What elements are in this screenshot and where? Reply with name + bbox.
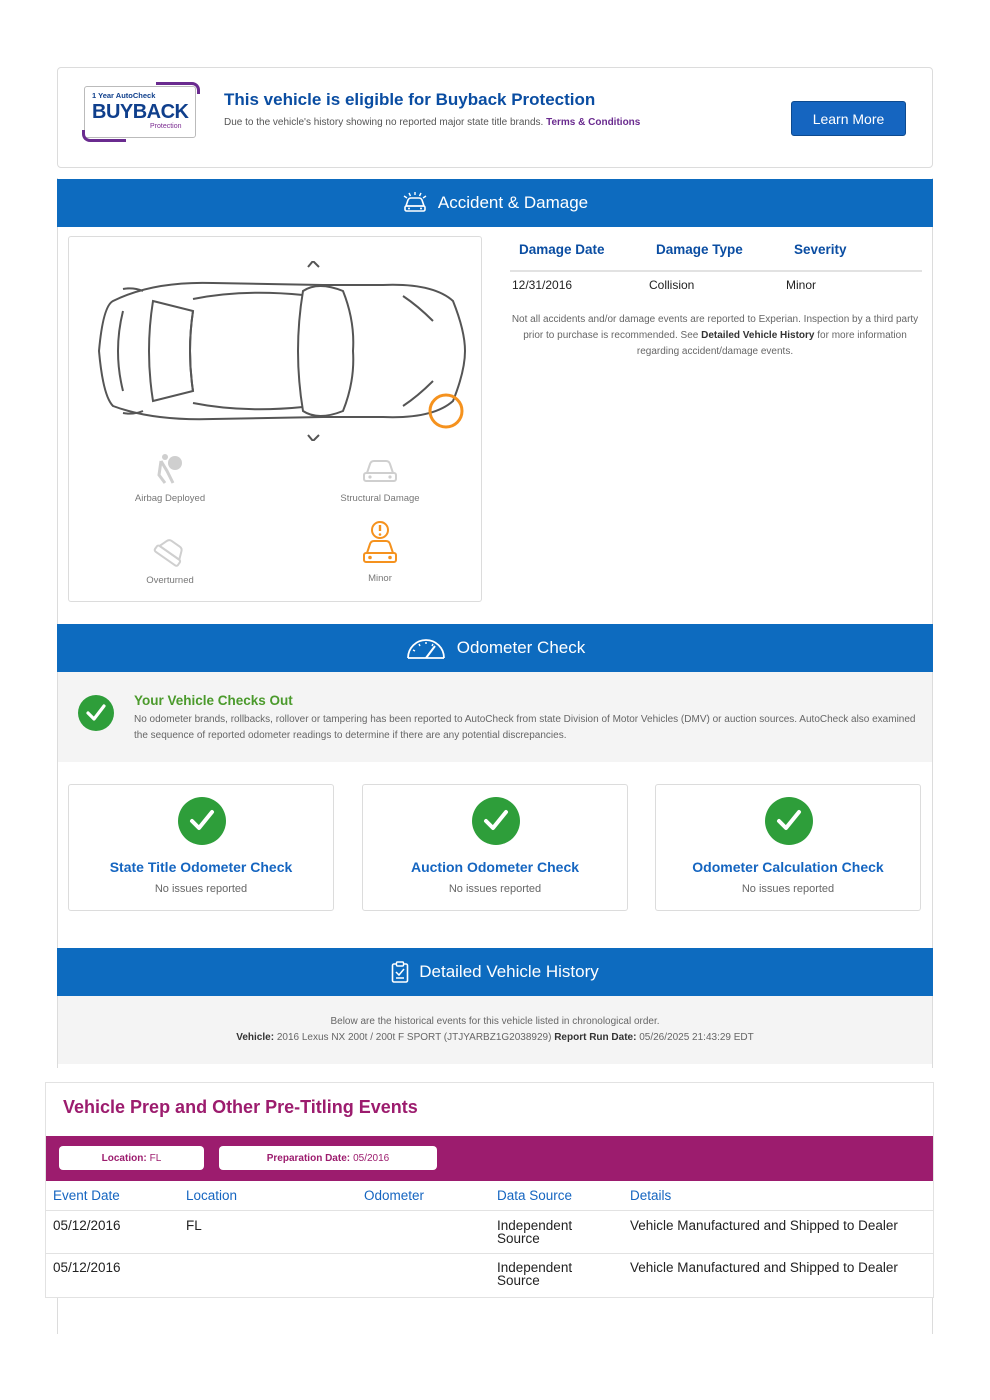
col-odometer: Odometer bbox=[364, 1188, 425, 1203]
severity-cell: Minor bbox=[786, 278, 817, 292]
event-date-cell: 05/12/2016 bbox=[53, 1260, 121, 1275]
event-date-cell: 05/12/2016 bbox=[53, 1218, 121, 1233]
car-crash-icon bbox=[402, 192, 428, 214]
col-damage-date: Damage Date bbox=[519, 242, 605, 257]
minor-label: Minor bbox=[368, 573, 392, 584]
table-row-divider bbox=[46, 1253, 933, 1254]
car-diagram bbox=[93, 261, 473, 441]
col-damage-type: Damage Type bbox=[656, 242, 743, 257]
history-vehicle-line bbox=[58, 1030, 932, 1046]
check-status: No issues reported bbox=[154, 883, 248, 895]
vehicle-label: Vehicle: bbox=[236, 1032, 275, 1043]
buyback-subtitle-text: Due to the vehicle's history showing no reported major state title brands. bbox=[224, 117, 544, 128]
odometer-summary-text: No odometer brands, rollbacks, rollover or tampering has been reported to AutoCheck from state Division of Motor Vehicles (DMV) or auction sources. AutoCheck also examined the sequence of reported odometer readings to determine if there are any potential discrepancies. bbox=[134, 714, 916, 741]
speedometer-icon bbox=[405, 636, 447, 660]
terms-conditions-link[interactable]: Terms & Conditions bbox=[546, 117, 641, 128]
damage-type-cell: Collision bbox=[649, 278, 695, 292]
learn-more-button[interactable]: Learn More bbox=[791, 101, 906, 136]
history-info bbox=[58, 996, 932, 1064]
col-location: Location bbox=[186, 1188, 238, 1203]
table-header-divider bbox=[46, 1210, 933, 1211]
run-date-value: 05/26/2025 21:43:29 EDT bbox=[639, 1032, 754, 1043]
check-status: No issues reported bbox=[448, 883, 542, 895]
run-date-label: Report Run Date: bbox=[554, 1032, 637, 1043]
detailed-history-link[interactable]: Detailed Vehicle History bbox=[701, 330, 815, 341]
minor-damage-icon bbox=[360, 521, 400, 567]
detailed-history-header bbox=[57, 948, 933, 996]
structural-label: Structural Damage bbox=[340, 493, 420, 504]
buyback-logo bbox=[84, 82, 198, 142]
calculation-check-card bbox=[655, 784, 921, 911]
damage-note-a: Not all accidents and/or damage events are reported to Experian. Inspection by a third party prior to purchase is recommended. See bbox=[511, 314, 919, 341]
location-pill-label: Location: bbox=[101, 1152, 147, 1164]
damage-disclaimer bbox=[508, 312, 922, 360]
data-source-line-1: Independent bbox=[497, 1218, 573, 1233]
logo-buyback-text: BUYBACK bbox=[92, 101, 189, 123]
airbag-icon bbox=[153, 451, 187, 487]
details-cell: Vehicle Manufactured and Shipped to Dealer bbox=[630, 1218, 898, 1233]
col-severity: Severity bbox=[794, 242, 847, 257]
buyback-title: This vehicle is eligible for Buyback Protection bbox=[224, 90, 596, 109]
vehicle-value: 2016 Lexus NX 200t / 200t F SPORT (JTJYARBZ1G2038929) bbox=[276, 1032, 552, 1043]
check-circle-icon bbox=[78, 695, 114, 731]
check-title: Odometer Calculation Check bbox=[692, 859, 884, 875]
data-source-line-2: Source bbox=[497, 1231, 540, 1246]
damage-date-cell: 12/31/2016 bbox=[512, 278, 573, 292]
overturned-label: Overturned bbox=[146, 575, 194, 586]
data-source-cell bbox=[497, 1261, 572, 1287]
structural-item bbox=[315, 455, 445, 504]
location-pill-value: FL bbox=[149, 1152, 162, 1164]
prep-date-value: 05/2016 bbox=[353, 1152, 390, 1164]
col-data-source: Data Source bbox=[497, 1188, 573, 1203]
check-circle-icon bbox=[472, 797, 520, 845]
odometer-check-header bbox=[57, 624, 933, 672]
airbag-label: Airbag Deployed bbox=[134, 493, 206, 504]
location-pill bbox=[59, 1146, 204, 1170]
damage-table-divider bbox=[510, 270, 922, 272]
odometer-check-title: Odometer Check bbox=[456, 638, 586, 657]
history-intro: Below are the historical events for this vehicle listed in chronological order. bbox=[330, 1016, 660, 1027]
buyback-card bbox=[57, 67, 933, 168]
prep-date-label: Preparation Date: bbox=[266, 1152, 351, 1164]
data-source-cell bbox=[497, 1219, 572, 1245]
overturned-icon bbox=[152, 535, 188, 569]
data-source-line-2: Source bbox=[497, 1273, 540, 1288]
location-cell: FL bbox=[186, 1218, 202, 1233]
pretitle-heading: Vehicle Prep and Other Pre-Titling Events bbox=[63, 1097, 418, 1117]
minor-item bbox=[315, 521, 445, 584]
odometer-summary-title: Your Vehicle Checks Out bbox=[134, 693, 293, 708]
overturned-item bbox=[105, 535, 235, 586]
odometer-summary bbox=[58, 672, 932, 762]
detailed-history-title: Detailed Vehicle History bbox=[419, 962, 599, 981]
state-title-check-card bbox=[68, 784, 334, 911]
damage-diagram-box bbox=[68, 236, 482, 602]
accident-damage-title: Accident & Damage bbox=[437, 193, 589, 212]
airbag-item bbox=[105, 451, 235, 504]
auction-check-card bbox=[362, 784, 628, 911]
check-title: Auction Odometer Check bbox=[410, 859, 580, 875]
preparation-date-pill bbox=[219, 1146, 437, 1170]
damage-note-b: for more information regarding accident/damage events. bbox=[636, 330, 907, 357]
logo-top-text: 1 Year AutoCheck bbox=[92, 91, 156, 100]
panel-trailing-border bbox=[57, 1298, 933, 1334]
check-title: State Title Odometer Check bbox=[109, 859, 293, 875]
check-circle-icon bbox=[765, 797, 813, 845]
details-cell: Vehicle Manufactured and Shipped to Dealer bbox=[630, 1260, 898, 1275]
col-event-date: Event Date bbox=[53, 1188, 120, 1203]
check-circle-icon bbox=[178, 797, 226, 845]
col-details: Details bbox=[630, 1188, 672, 1203]
data-source-line-1: Independent bbox=[497, 1260, 573, 1275]
check-status: No issues reported bbox=[741, 883, 835, 895]
logo-protection-text: Protection bbox=[150, 123, 182, 130]
accident-damage-header bbox=[57, 179, 933, 227]
buyback-subtitle bbox=[224, 117, 640, 128]
structural-damage-icon bbox=[361, 455, 399, 487]
clipboard-icon bbox=[391, 961, 409, 983]
